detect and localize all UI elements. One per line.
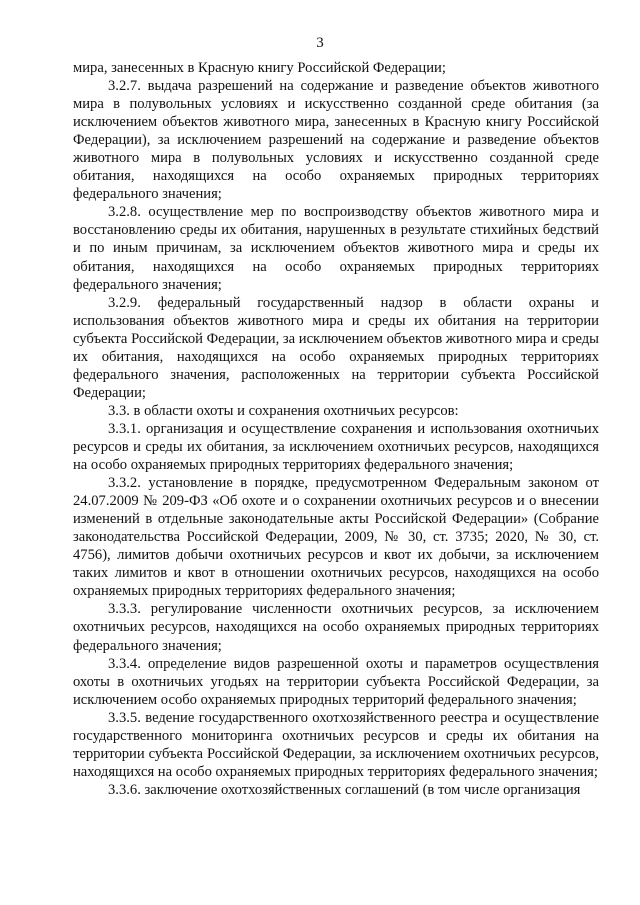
paragraph-3-3-1: 3.3.1. организация и осуществление сохранения и использования охотничьих ресурсов и среды их обитания, за исключением охотничьих ресурсов, находящихся на особо охраняемых природных территориях федерального значения; — [73, 420, 599, 474]
page-number: 3 — [316, 35, 324, 51]
paragraph-3-3-3: 3.3.3. регулирование численности охотничьих ресурсов, за исключением охотничьих ресурсов, находящихся на особо охраняемых природных территориях федерального значения; — [73, 601, 599, 654]
paragraph-3-3-5: 3.3.5. ведение государственного охотхозяйственного реестра и осуществление государственного мониторинга охотничьих ресурсов и среды их обитания на территории субъекта Российской Федерации, за исключением охотничьих ресурсов, находящихся на особо охраняемых природных территориях федерального значения; — [73, 709, 599, 780]
paragraph-continuation: мира, занесенных в Красную книгу Российской Федерации; — [73, 60, 446, 76]
paragraph-3-2-8: 3.2.8. осуществление мер по воспроизводству объектов животного мира и восстановлению среды их обитания, нарушенных в результате стихийных бедствий и по иным причинам, за исключением объектов животного мира и среды их обитания, находящихся на особо охраняемых природных территориях федерального значения; — [73, 204, 599, 293]
paragraph-3-3-2: 3.3.2. установление в порядке, предусмотренном Федеральным законом от 24.07.2009 № 209-ФЗ «Об охоте и о сохранении охотничьих ресурсов и о внесении изменений в отдельные законодательные акты Российской Федерации» (Собрание законодательства Российской Федерации, 2009, № 30, ст. 3735; 2020, № 30, ст. 4756), лимитов добычи охотничьих ресурсов и квот их добычи, за исключением таких лимитов и квот в отношении охотничьих ресурсов, находящихся на особо охраняемых природных территориях федерального значения; — [73, 475, 599, 600]
paragraph-3-2-7: 3.2.7. выдача разрешений на содержание и разведение объектов животного мира в полувольных условиях и искусственно созданной среде обитания (за исключением объектов животного мира, занесенных в Красную книгу Российской Федерации), за исключением разрешений на содержание и разведение объектов животного мира в полувольных условиях и искусственно созданной среде обитания, находящихся на особо охраняемых природных территориях федерального значения; — [73, 78, 599, 203]
paragraph-3-2-9: 3.2.9. федеральный государственный надзор в области охраны и использования объектов животного мира и среды их обитания на территории субъекта Российской Федерации, за исключением объектов животного мира и среды их обитания, находящихся на особо охраняемых природных территориях федерального значения, расположенных на территории субъекта Российской Федерации; — [73, 294, 599, 401]
document-body — [73, 59, 599, 799]
paragraph-3-3: 3.3. в области охоты и сохранения охотничьих ресурсов: — [108, 402, 459, 419]
paragraph-3-3-6: 3.3.6. заключение охотхозяйственных соглашений (в том числе организация — [108, 781, 581, 798]
paragraph-3-3-4: 3.3.4. определение видов разрешенной охоты и параметров осуществления охоты в охотничьих угодьях на территории субъекта Российской Федерации, за исключением особо охраняемых природных территорий федерального значения; — [73, 655, 599, 708]
